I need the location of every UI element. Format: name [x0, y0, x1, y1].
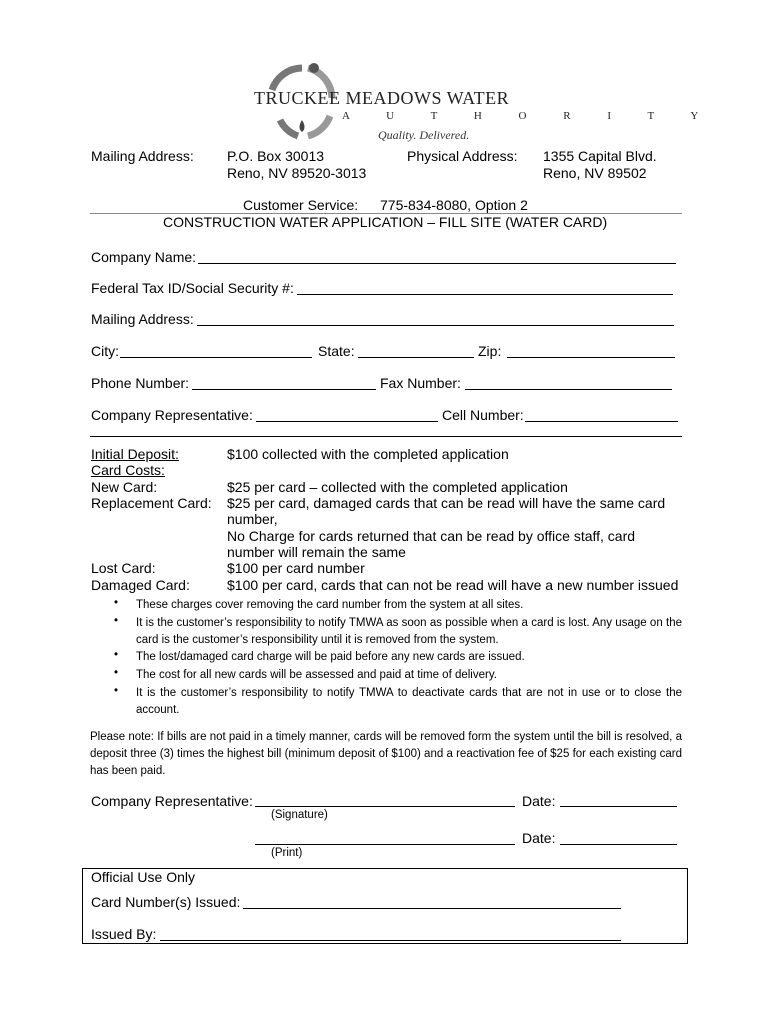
- print-date-label: Date:: [522, 830, 556, 846]
- official-use-heading: Official Use Only: [91, 869, 195, 885]
- damaged-card-text: $100 per card, cards that can not be read will have a new number issued: [227, 577, 679, 593]
- tax-id-field[interactable]: [297, 294, 673, 295]
- print-name-field[interactable]: [255, 844, 515, 845]
- signature-rep-label: Company Representative:: [91, 793, 253, 809]
- signature-field[interactable]: [255, 806, 515, 807]
- company-name-field[interactable]: [198, 263, 676, 264]
- bullet-item: The lost/damaged card charge will be paid before any new cards are issued.: [136, 651, 525, 663]
- zip-field[interactable]: [507, 357, 675, 358]
- logo-title: TRUCKEE MEADOWS WATER: [254, 88, 510, 108]
- state-label: State:: [318, 343, 355, 359]
- physical-line-1: 1355 Capital Blvd.: [543, 148, 657, 164]
- new-card-text: $25 per card – collected with the completed application: [227, 479, 568, 495]
- mailing-address-field-label: Mailing Address:: [91, 311, 194, 327]
- cell-field[interactable]: [525, 421, 678, 422]
- customer-service-value: 775-834-8080, Option 2: [380, 197, 528, 213]
- city-field[interactable]: [120, 357, 312, 358]
- signature-date-label: Date:: [522, 793, 556, 809]
- initial-deposit-text: $100 collected with the completed application: [227, 446, 509, 462]
- fax-label: Fax Number:: [380, 375, 461, 391]
- card-costs-label: Card Costs:: [91, 462, 165, 478]
- replacement-card-text-1: $25 per card, damaged cards that can be read will have the same card: [227, 495, 666, 511]
- issued-by-field[interactable]: [160, 940, 621, 941]
- bullet-item: The cost for all new cards will be assessed and paid at time of delivery.: [136, 669, 497, 681]
- lost-card-text: $100 per card number: [227, 560, 365, 576]
- phone-label: Phone Number:: [91, 375, 190, 391]
- bullet-item: It is the customer’s responsibility to notify TMWA to deactivate cards that are not in use or to close the account.: [136, 687, 682, 716]
- mailing-address-field[interactable]: [197, 325, 674, 326]
- customer-service-label: Customer Service:: [243, 197, 359, 213]
- tax-id-label: Federal Tax ID/Social Security #:: [91, 280, 294, 296]
- bullet-item: These charges cover removing the card number from the system at all sites.: [136, 599, 524, 611]
- company-name-label: Company Name:: [91, 249, 197, 265]
- mailing-line-2: Reno, NV 89520-3013: [227, 165, 367, 181]
- signature-caption: (Signature): [271, 809, 328, 821]
- cell-label: Cell Number:: [442, 407, 524, 423]
- damaged-card-label: Damaged Card:: [91, 577, 190, 593]
- card-numbers-field[interactable]: [243, 908, 621, 909]
- bullet-dot: •: [114, 615, 119, 627]
- initial-deposit-label: Initial Deposit:: [91, 446, 179, 462]
- logo: [250, 58, 716, 146]
- company-rep-label: Company Representative:: [91, 407, 253, 423]
- replacement-card-text-3: No Charge for cards returned that can be read by office staff, card: [227, 528, 636, 544]
- zip-label: Zip:: [478, 343, 502, 359]
- city-label: City:: [91, 343, 119, 359]
- replacement-card-text-2: number,: [227, 511, 278, 527]
- mailing-address-label: Mailing Address:: [91, 148, 194, 164]
- new-card-label: New Card:: [91, 479, 158, 495]
- phone-field[interactable]: [192, 389, 376, 390]
- print-caption: (Print): [271, 847, 303, 859]
- fax-field[interactable]: [465, 389, 672, 390]
- logo-subtitle: A U T H O R I T Y: [342, 110, 716, 122]
- divider-middle: [90, 436, 682, 437]
- lost-card-label: Lost Card:: [91, 560, 156, 576]
- card-numbers-label: Card Number(s) Issued:: [91, 894, 241, 910]
- payment-note: Please note: If bills are not paid in a timely manner, cards will be removed form the system until the bill is resolved, a deposit three (3) times the highest bill (minimum deposit of $100) and a reactivation fee of $25 for each existing card has been paid.: [90, 731, 682, 777]
- replacement-card-text-4: number will remain the same: [227, 544, 406, 560]
- bullet-dot: •: [114, 685, 119, 697]
- mailing-line-1: P.O. Box 30013: [227, 148, 325, 164]
- bullet-dot: •: [114, 667, 119, 679]
- state-field[interactable]: [358, 357, 474, 358]
- bullet-dot: •: [114, 597, 119, 609]
- company-rep-field[interactable]: [256, 421, 438, 422]
- physical-line-2: Reno, NV 89502: [543, 165, 647, 181]
- print-date-field[interactable]: [560, 844, 677, 845]
- signature-date-field[interactable]: [560, 806, 677, 807]
- bullet-dot: •: [114, 649, 119, 661]
- issued-by-label: Issued By:: [91, 926, 157, 942]
- replacement-card-label: Replacement Card:: [91, 495, 212, 511]
- logo-tagline: Quality. Delivered.: [378, 128, 470, 142]
- form-title: CONSTRUCTION WATER APPLICATION – FILL SITE (WATER CARD): [163, 214, 608, 230]
- bullet-item: It is the customer’s responsibility to notify TMWA as soon as possible when a card is lost. Any usage on the card is the customer’s responsibility until it is removed from the system.: [136, 617, 682, 646]
- physical-address-label: Physical Address:: [407, 148, 518, 164]
